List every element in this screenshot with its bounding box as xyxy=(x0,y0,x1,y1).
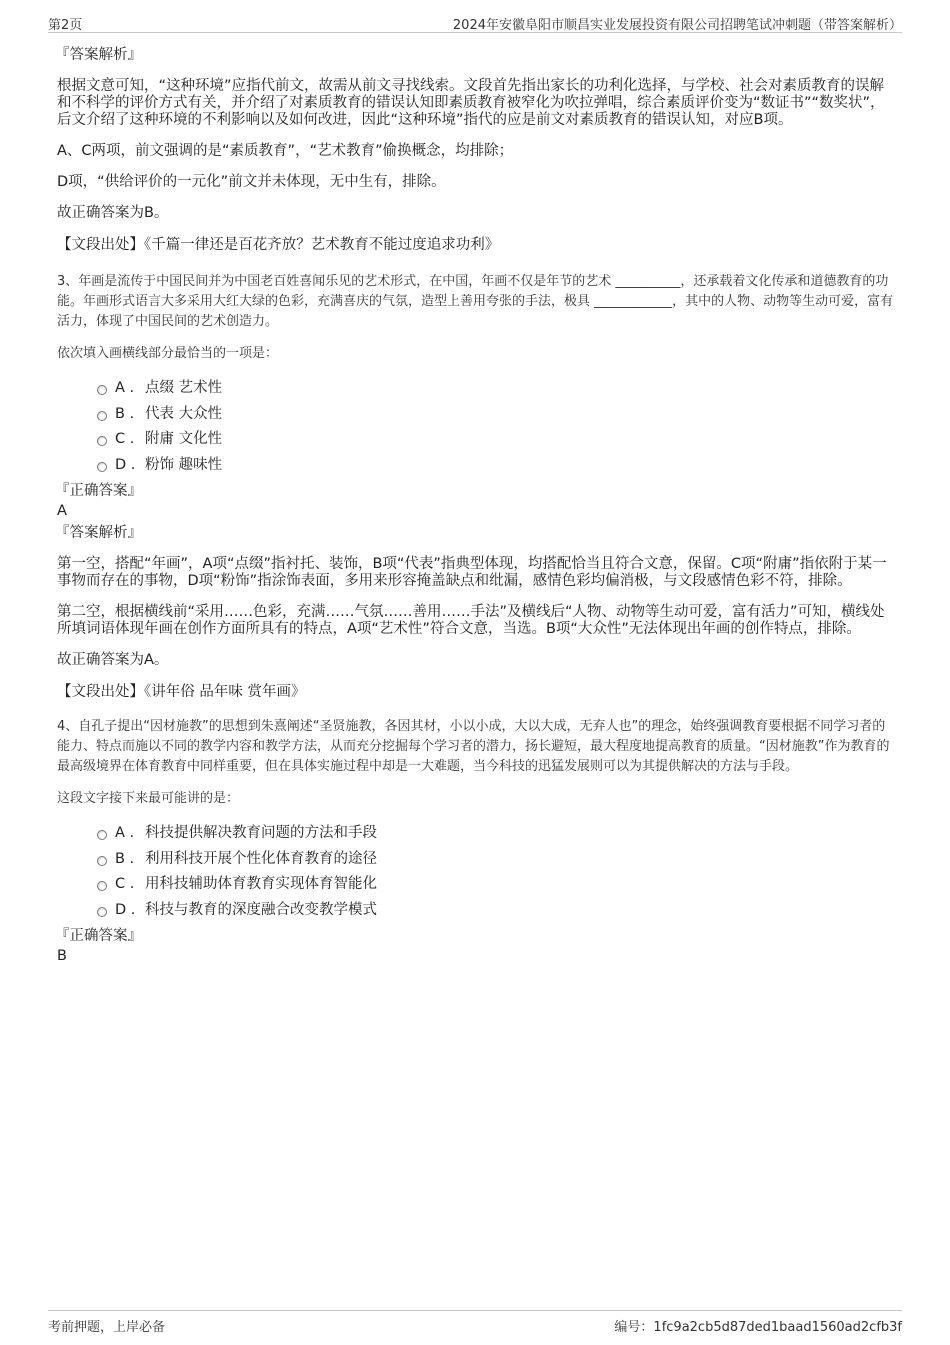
analysis-label: 『答案解析』 xyxy=(55,525,142,541)
q3-prompt: 依次填入画横线部分最恰当的一项是： xyxy=(57,346,279,361)
q3-option-a[interactable]: A . 点缀 艺术性 xyxy=(57,376,898,402)
q3-option-b[interactable]: B . 代表 大众性 xyxy=(57,402,898,428)
q3-option-c[interactable]: C . 附庸 文化性 xyxy=(57,427,898,453)
q3-option-d[interactable]: D . 粉饰 趣味性 xyxy=(57,453,898,479)
q4-options xyxy=(57,821,898,923)
page-header xyxy=(48,10,902,33)
q4-answer: B xyxy=(57,948,67,964)
radio-button[interactable] xyxy=(97,436,107,446)
radio-button[interactable] xyxy=(97,907,107,917)
radio-button[interactable] xyxy=(97,411,107,421)
q4-option-a[interactable]: A . 科技提供解决教育问题的方法和手段 xyxy=(57,821,898,847)
page-content xyxy=(57,46,898,965)
radio-button[interactable] xyxy=(97,881,107,891)
q3-source: 【文段出处】《讲年俗 品年味 赏年画》 xyxy=(57,684,306,700)
q2-analysis-para-1: 根据文意可知，“这种环境”应指代前文，故需从前文寻找线索。文段首先指出家长的功利化选择，与学校、社会对素质教育的误解和不科学的评价方式有关，并介绍了对素质教育的错误认知即素质教育被窄化为吹拉弹唱，综合素质评价变为“数证书”“数奖状”，后文介绍了这种环境的不利影响以及如何改进，因此“这种环境”指代的应是前文对素质教育的错误认知，对应B项。 xyxy=(57,78,885,128)
q3-stem: 3、年画是流传于中国民间并为中国老百姓喜闻乐见的艺术形式，在中国，年画不仅是年节的艺术 __________，还承载着文化传承和道德教育的功能。年画形式语言大多采用大红大绿的色彩，充满喜庆的气氛，造型上善用夸张的手法，极具 ____________，其中的人物、动物等生动可爱，富有活力，体现了中国民间的艺术创造力。 xyxy=(57,274,894,329)
document-serial: 编号：1fc9a2cb5d87ded1baad1560ad2cfb3f xyxy=(614,1320,902,1335)
radio-button[interactable] xyxy=(97,856,107,866)
correct-answer-label: 『正确答案』 xyxy=(55,928,142,944)
radio-button[interactable] xyxy=(97,385,107,395)
analysis-label: 『答案解析』 xyxy=(55,47,142,63)
q2-conclusion: 故正确答案为B。 xyxy=(57,205,169,221)
page-number: 第2页 xyxy=(48,18,83,33)
radio-button[interactable] xyxy=(97,462,107,472)
page-footer xyxy=(48,1310,902,1337)
q4-option-c[interactable]: C . 用科技辅助体育教育实现体育智能化 xyxy=(57,872,898,898)
q4-prompt: 这段文字接下来最可能讲的是： xyxy=(57,791,240,806)
q2-analysis-para-3: D项，“供给评价的一元化”前文并未体现，无中生有，排除。 xyxy=(57,174,446,190)
q3-options xyxy=(57,376,898,478)
q2-source: 【文段出处】《千篇一律还是百花齐放？艺术教育不能过度追求功利》 xyxy=(57,237,500,253)
correct-answer-label: 『正确答案』 xyxy=(55,483,142,499)
q4-option-d[interactable]: D . 科技与教育的深度融合改变教学模式 xyxy=(57,898,898,924)
document-title: 2024年安徽阜阳市顺昌实业发展投资有限公司招聘笔试冲刺题（带答案解析） xyxy=(452,18,902,33)
footer-slogan: 考前押题，上岸必备 xyxy=(48,1320,166,1335)
q4-option-b[interactable]: B . 利用科技开展个性化体育教育的途径 xyxy=(57,847,898,873)
q4-stem: 4、自孔子提出“因材施教”的思想到朱熹阐述“圣贤施教，各因其材，小以小成，大以大成，无弃人也”的理念，始终强调教育要根据不同学习者的能力、特点而施以不同的教学内容和教学方法，从而充分挖掘每个学习者的潜力，扬长避短，最大程度地提高教育的质量。“因材施教”作为教育的最高级境界在体育教育中同样重要，但在具体实施过程中却是一大难题，当今科技的迅猛发展则可以为其提供解决的方法与手段。 xyxy=(57,719,890,774)
q3-analysis-para-1: 第一空，搭配“年画”，A项“点缀”指衬托、装饰，B项“代表”指典型体现，均搭配恰当且符合文意，保留。C项“附庸”指依附于某一事物而存在的事物，D项“粉饰”指涂饰表面，多用来形容掩盖缺点和纰漏，感情色彩均偏消极，与文段感情色彩不符，排除。 xyxy=(57,556,887,589)
q3-analysis-para-2: 第二空，根据横线前“采用……色彩，充满……气氛……善用……手法”及横线后“人物、动物等生动可爱，富有活力”可知，横线处所填词语体现年画在创作方面所具有的特点，A项“艺术性”符合文意，当选。B项“大众性”无法体现出年画的创作特点，排除。 xyxy=(57,604,885,637)
q3-answer: A xyxy=(57,503,67,519)
q2-analysis-para-2: A、C两项，前文强调的是“素质教育”，“艺术教育”偷换概念，均排除； xyxy=(57,143,514,159)
q3-conclusion: 故正确答案为A。 xyxy=(57,652,169,668)
radio-button[interactable] xyxy=(97,830,107,840)
